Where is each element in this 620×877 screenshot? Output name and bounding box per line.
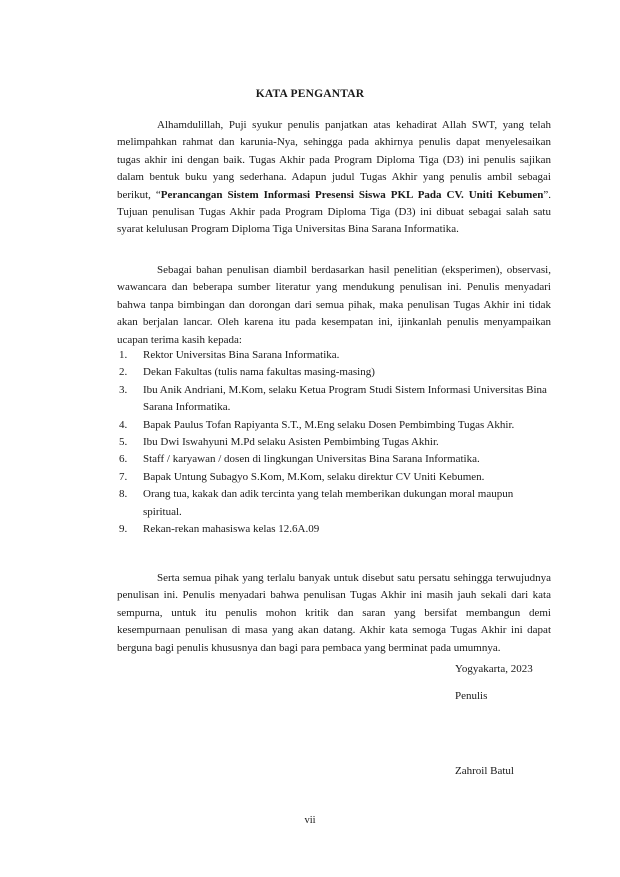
list-item: [117, 364, 551, 381]
list-item-text: Bapak Paulus Tofan Rapiyanta S.T., M.Eng selaku Dosen Pembimbing Tugas Akhir.: [143, 418, 515, 431]
list-item-number: 1.: [119, 349, 128, 361]
list-item-text: Bapak Untung Subagyo S.Kom, M.Kom, selaku direktur CV Uniti Kebumen.: [143, 470, 485, 483]
closing-paragraph: [117, 570, 551, 657]
page-title: KATA PENGANTAR: [255, 88, 365, 100]
closing-text: Serta semua pihak yang terlalu banyak untuk disebut satu persatu sehingga terwujudnya penulisan ini. Penulis menyadari bahwa penulisan Tugas Akhir ini masih jauh sekali dari kata sempurna, untuk itu penulis mohon kritik dan saran yang bersifat membangun demi kesempurnaan penulisan di masa yang akan datang. Akhir kata semoga Tugas Akhir ini dapat berguna bagi penulis khususnya dan bagi para pembaca yang berminat pada umumnya.: [117, 572, 551, 654]
list-item-text: Rekan-rekan mahasiswa kelas 12.6A.09: [143, 523, 320, 536]
list-item-number: 4.: [119, 418, 128, 431]
acknowledgement-list: [117, 347, 551, 538]
list-item-number: 8.: [119, 488, 128, 501]
list-item-text: Orang tua, kakak dan adik tercinta yang telah memberikan dukungan moral maupun spiritual.: [143, 488, 514, 518]
page-number: vii: [304, 815, 316, 826]
list-item-number: 2.: [119, 366, 128, 379]
list-item: [117, 469, 551, 486]
intro-paragraph: [117, 117, 551, 239]
signature-name: Zahroil Batul: [455, 765, 514, 777]
list-item-text: Rektor Universitas Bina Sarana Informatika.: [143, 349, 340, 361]
list-item: [117, 521, 551, 538]
list-item: [117, 347, 551, 364]
list-item-number: 6.: [119, 453, 128, 466]
list-item-number: 3.: [119, 383, 128, 396]
list-item: [117, 486, 551, 521]
list-item-text: Ibu Anik Andriani, M.Kom, selaku Ketua Program Studi Sistem Informasi Universitas Bina Sarana Informatika.: [143, 383, 547, 414]
sources-paragraph: [117, 262, 551, 349]
list-item-text: Staff / karyawan / dosen di lingkungan Universitas Bina Sarana Informatika.: [143, 453, 480, 466]
sources-text: Sebagai bahan penulisan diambil berdasarkan hasil penelitian (eksperimen), observasi, wawancara dan beberapa sumber literatur yang mendukung penulisan ini. Penulis menyadari bahwa tanpa bimbingan dan dorongan dari semua pihak, maka penulisan Tugas Akhir ini tidak akan berjalan lancar. Oleh karena itu pada kesempatan ini, ijinkanlah penulis menyampaikan ucapan terima kasih kepada:: [117, 264, 551, 346]
signature-role: Penulis: [455, 690, 488, 702]
list-item: [117, 451, 551, 468]
list-item: [117, 434, 551, 451]
thesis-title: Perancangan Sistem Informasi Presensi Siswa PKL Pada CV. Uniti Kebumen: [160, 188, 544, 201]
list-item-number: 5.: [119, 436, 128, 449]
signature-place-date: Yogyakarta, 2023: [455, 663, 533, 675]
list-item-number: 9.: [119, 523, 128, 536]
list-item-text: Ibu Dwi Iswahyuni M.Pd selaku Asisten Pembimbing Tugas Akhir.: [143, 436, 439, 449]
list-item-text: Dekan Fakultas (tulis nama fakultas masing-masing): [143, 366, 375, 379]
intro-text-end: ”. Tujuan penulisan Tugas Akhir pada Program Diploma Tiga (D3) ini dibuat sebagai salah satu syarat kelulusan Program Diploma Tiga Universitas Bina Sarana Informatika.: [117, 188, 551, 236]
intro-text-start: Alhamdulillah, Puji syukur penulis panjatkan atas kehadirat Allah SWT, yang telah melimpahkan rahmat dan karunia-Nya, sehingga pada akhirnya penulis dapat menyelesaikan tugas akhir ini dengan baik. Tugas Akhir pada Program Diploma Tiga (D3) ini penulis sajikan dalam bentuk buku yang sederhana. Adapun judul Tugas Akhir yang penulis ambil sebagai berikut, “: [117, 119, 551, 201]
list-item: [117, 382, 551, 417]
list-item-number: 7.: [119, 470, 128, 483]
list-item: [117, 417, 551, 434]
